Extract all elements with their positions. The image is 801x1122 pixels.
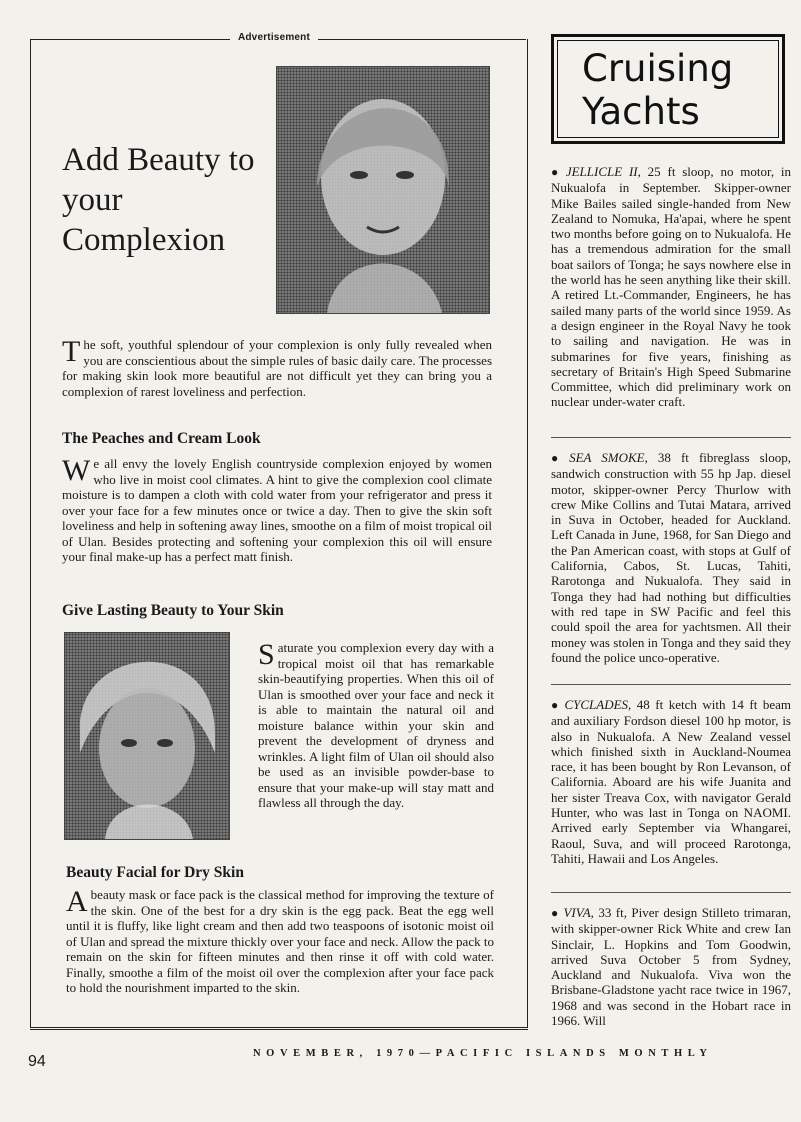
yacht-name: VIVA, <box>563 905 594 920</box>
page-number: 94 <box>28 1053 46 1070</box>
yacht-entry <box>551 905 791 1028</box>
yacht-text: 33 ft, Piver design Stilleto trimaran, with skipper-owner Rick White and crew Ian Sinclair, L. Hopkins and Tom Goodwin, arrived Suva October 5 from Sydney, Auckland and Nukualofa. Viva won the Brisbane-Gladstone yacht race twice in 1967, 1968 and was second in the Hobart race in 1966. Will <box>551 905 791 1029</box>
woman-portrait-photo <box>276 66 490 314</box>
bullet-icon: ● <box>551 906 560 920</box>
section-body <box>62 456 492 565</box>
woman-applying-oil-photo <box>64 632 230 840</box>
section-heading: The Peaches and Cream Look <box>62 430 261 447</box>
intro-text: he soft, youthful splendour of your complexion is only fully revealed when you are conscientious about the simple rules of basic daily care. The processes for making skin look more beautiful are not difficult yet they can bring you a complexion of rarest loveliness and perfection. <box>62 337 492 399</box>
yacht-entry <box>551 697 791 866</box>
section-heading: Beauty Facial for Dry Skin <box>66 864 244 881</box>
entry-divider <box>551 437 791 438</box>
yacht-entry <box>551 450 791 665</box>
column-title-box <box>551 34 785 144</box>
bullet-icon: ● <box>551 451 566 465</box>
yacht-entry <box>551 164 791 410</box>
section-body <box>66 887 494 996</box>
entry-divider <box>551 684 791 685</box>
section-text: beauty mask or face pack is the classical method for improving the texture of the skin. One of the best for a dry skin is the egg pack. Beat the egg well until it is fluffy, like light cream and then add two teaspoons of isotonic moist oil of Ulan and spread the mixture thickly over your face and neck. Allow the pack to remain on the skin for fifteen minutes and then rinse it off with cold water. Finally, smoothe a film of the moist oil over the complexion after your face pack to hold the nourishment imparted to the skin. <box>66 887 494 995</box>
advertisement-headline: Add Beauty to your Complexion <box>62 142 255 258</box>
yacht-text: 25 ft sloop, no motor, in Nukualofa in September. Skipper-owner Mike Bailes sailed single-handed from New Zealand to Nomuka, Ha'apai, where he spent two months before going on to Nukualofa. He has a tremendous admiration for the small boat sailors of Tonga; he says nowhere else in the world has he seen anything like their skill. A retired Lt.-Commander, Engineers, he has sailed many parts of the world since 1959. As a design engineer in the Royal Navy he took to sailing and navigation. He was in submarines for five years, finishing as secretary of Britain's High Speed Submarine Committee, which did preliminary work on nuclear under-water craft. <box>551 164 791 410</box>
section-text: aturate you complexion every day with a tropical moist oil that has remarkable skin-beautifying properties. When this oil of Ulan is smoothed over your face and neck it is able to maintain the natural oil and moisture balance within your skin and prevent the development of dryness and wrinkles. A light film of Ulan oil should also be used as an invisible powder-base to ensure that your make-up will stay matt and flawless all through the day. <box>258 640 494 810</box>
running-footer: NOVEMBER, 1970—PACIFIC ISLANDS MONTHLY <box>253 1048 713 1059</box>
advertisement-double-rule <box>30 1029 528 1030</box>
section-dropcap: W <box>62 454 91 487</box>
bullet-icon: ● <box>551 698 561 712</box>
advertisement-intro <box>62 337 492 399</box>
entry-divider <box>551 892 791 893</box>
section-body <box>258 640 494 811</box>
yacht-text: 48 ft ketch with 14 ft beam and auxiliary Fordson diesel 100 hp motor, is also in Nukualofa. A New Zealand vessel which finished sixth in Auckland-Noumea race, it has been bought by Ron Levanson, of California. Aboard are his wife Juanita and her sister Treava Cox, with navigator Gerald Hunter, who was last in Tonga on NAOMI. Arrived early September via Whangarei, Raoul, Suva, and will proceed Rarotonga, Tahiti, Hawaii and Los Angeles. <box>551 697 791 866</box>
yacht-text: 38 ft fibreglass sloop, sandwich construction with 55 hp Jap. diesel motor, skipper-owner Percy Thurlow with crew Mike Collins and Tutai Matara, arrived in Suva in October, headed for Auckland. Left Canada in June, 1968, for San Diego and the Pan American coast, with stops at Gulf of California, Cabos, St. Lucas, Tahiti, Rarotonga and Nukualofa. They said in Tonga they had had nothing but difficulties with red tape in SW Pacific and feel this could spoil the area for yachtsmen. All their money was stolen in Tonga and they said they found the police unco-operative. <box>551 450 792 665</box>
yacht-name: CYCLADES, <box>564 697 632 712</box>
advertisement-label: Advertisement <box>237 32 311 43</box>
column-title: Cruising Yachts <box>582 47 734 133</box>
yacht-name: JELLICLE II, <box>565 164 641 179</box>
section-heading: Give Lasting Beauty to Your Skin <box>62 602 284 619</box>
section-dropcap: S <box>258 638 275 671</box>
yacht-name: SEA SMOKE, <box>569 450 648 465</box>
section-dropcap: A <box>66 885 88 918</box>
section-text: e all envy the lovely English countryside complexion enjoyed by women who live in moist cool climates. A hint to give the complexion cool climate moisture is to dampen a cloth with cold water from your refrigerator and press it over your face for a few minutes once or twice a day. Then to give the skin soft loveliness and help in softening away lines, smoothe on a film of moist tropical oil of Ulan. Besides protecting and softening your complexion this oil will ensure your final make-up has a perfect matt finish. <box>62 456 493 564</box>
bullet-icon: ● <box>551 165 562 179</box>
intro-dropcap: T <box>62 335 81 368</box>
